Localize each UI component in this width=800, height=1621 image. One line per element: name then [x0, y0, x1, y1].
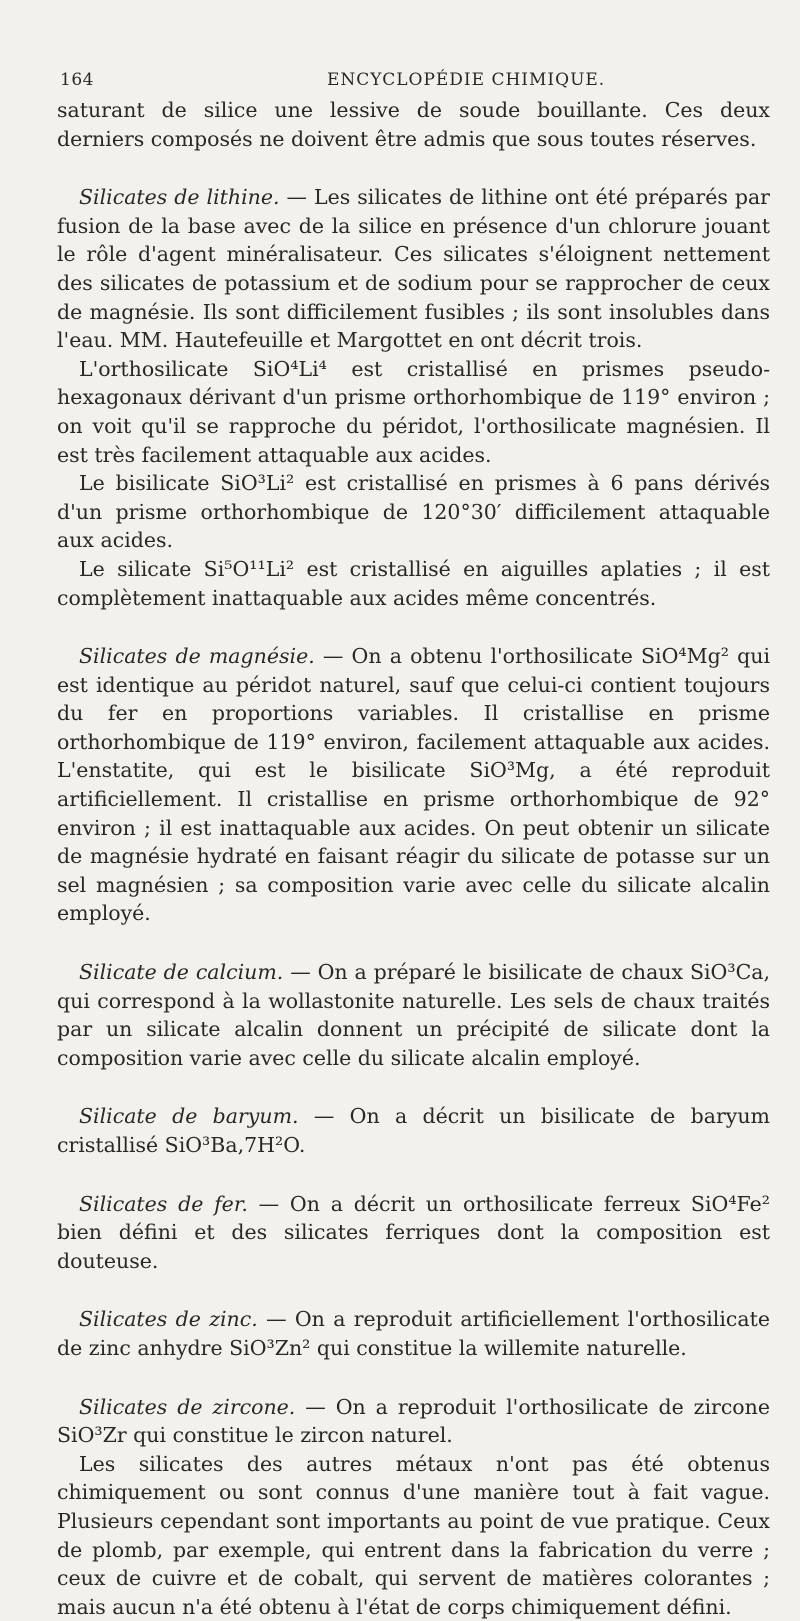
section-heading: Silicate de baryum.: [79, 1104, 299, 1129]
paragraph-text: — Les silicates de lithine ont été préparés par fusion de la base avec de la silice en présence d'un chlorure jouant le rôle d'agent minéralisateur. Ces silicates s'éloignent nettement des silicates de potassium et de sodium pour se rapprocher de ceux de magnésie. Ils sont difficilement fusibles ; ils sont insolubles dans l'eau. MM. Hautefeuille et Margottet en ont décrit trois.: [57, 185, 770, 353]
paragraph-text: — On a décrit un bisilicate de baryum cristallisé SiO³Ba,7H²O.: [57, 1104, 770, 1157]
paragraph-text: Les silicates des autres métaux n'ont pas été obtenus chimiquement ou sont connus d'une manière tout à fait vague. Plusieurs cependant sont importants au point de vue pratique. Ceux de plomb, par exemple, qui entrent dans la fabrication du verre ; ceux de cuivre et de cobalt, qui servent de matières colorantes ; mais aucun n'a été obtenu à l'état de corps chimiquement défini.: [57, 1451, 770, 1619]
section-heading: Silicate de calcium.: [79, 960, 284, 985]
paragraph-autres-metaux: [57, 1450, 770, 1621]
section-calcium: [57, 958, 770, 1072]
paragraph-text: — On a décrit un orthosilicate ferreux SiO⁴Fe² bien défini et des silicates ferriques dont la composition est douteuse.: [57, 1191, 770, 1273]
page-number: 164: [60, 70, 94, 90]
section-lithine: [57, 183, 770, 355]
section-heading: Silicates de zircone.: [79, 1394, 296, 1419]
section-baryum: [57, 1102, 770, 1159]
section-zircone: [57, 1393, 770, 1450]
running-header: [57, 62, 770, 96]
section-fer: [57, 1190, 770, 1276]
section-heading: Silicates de fer.: [79, 1191, 248, 1216]
paragraph-text: — On a préparé le bisilicate de chaux SiO³Ca, qui correspond à la wollastonite naturelle. Les sels de chaux traités par un silicate alcalin donnent un précipité de silicate dont la composition varie avec celle du silicate alcalin employé.: [57, 960, 771, 1070]
paragraph-orthosilicate-lithine: [57, 355, 770, 469]
paragraph-text: — On a obtenu l'orthosilicate SiO⁴Mg² qui est identique au péridot naturel, sauf que celui-ci contient toujours du fer en proportions variables. Il cristallise en prisme orthorhombique de 119° environ, facilement attaquable aux acides. L'enstatite, qui est le bisilicate SiO³Mg, a été reproduit artificiellement. Il cristallise en prisme orthorhombique de 92° environ ; il est inattaquable aux acides. On peut obtenir un silicate de magnésie hydraté en faisant réagir du silicate de potasse sur un sel magnésien ; sa composition varie avec celle du silicate alcalin employé.: [57, 644, 770, 926]
section-heading: Silicates de zinc.: [79, 1307, 258, 1332]
running-title: ENCYCLOPÉDIE CHIMIQUE.: [327, 70, 606, 90]
paragraph-text: L'orthosilicate SiO⁴Li⁴ est cristallisé en prismes pseudo-hexagonaux dérivant d'un prisme orthorhombique de 119° environ ; on voit qu'il se rapproche du péridot, l'orthosilicate magnésien. Il est très facilement attaquable aux acides.: [57, 356, 770, 467]
paragraph-text: — On a reproduit artificiellement l'orthosilicate de zinc anhydre SiO³Zn² qui constitue la willemite naturelle.: [57, 1307, 770, 1360]
paragraph-text: — On a reproduit l'orthosilicate de zircone SiO³Zr qui constitue le zircon naturel.: [57, 1394, 770, 1448]
section-zinc: [57, 1305, 770, 1362]
paragraph-bisilicate-lithine: [57, 469, 770, 555]
section-heading: Silicates de lithine.: [79, 185, 280, 210]
body-text: [57, 96, 770, 1621]
section-magnesie: [57, 642, 770, 928]
paragraph-silicate-lithine: [57, 555, 770, 612]
paragraph-text: Le bisilicate SiO³Li² est cristallisé en prismes à 6 pans dérivés d'un prisme orthorhombique de 120°30′ difficilement attaquable aux acides.: [57, 471, 770, 553]
section-heading: Silicates de magnésie.: [79, 644, 315, 669]
paragraph-continuation: [57, 96, 770, 153]
paragraph-text: Le silicate Si⁵O¹¹Li² est cristallisé en aiguilles aplaties ; il est complètement inattaquable aux acides même concentrés.: [57, 556, 770, 610]
paragraph-text: saturant de silice une lessive de soude bouillante. Ces deux derniers composés ne doivent être admis que sous toutes réserves.: [57, 98, 770, 151]
